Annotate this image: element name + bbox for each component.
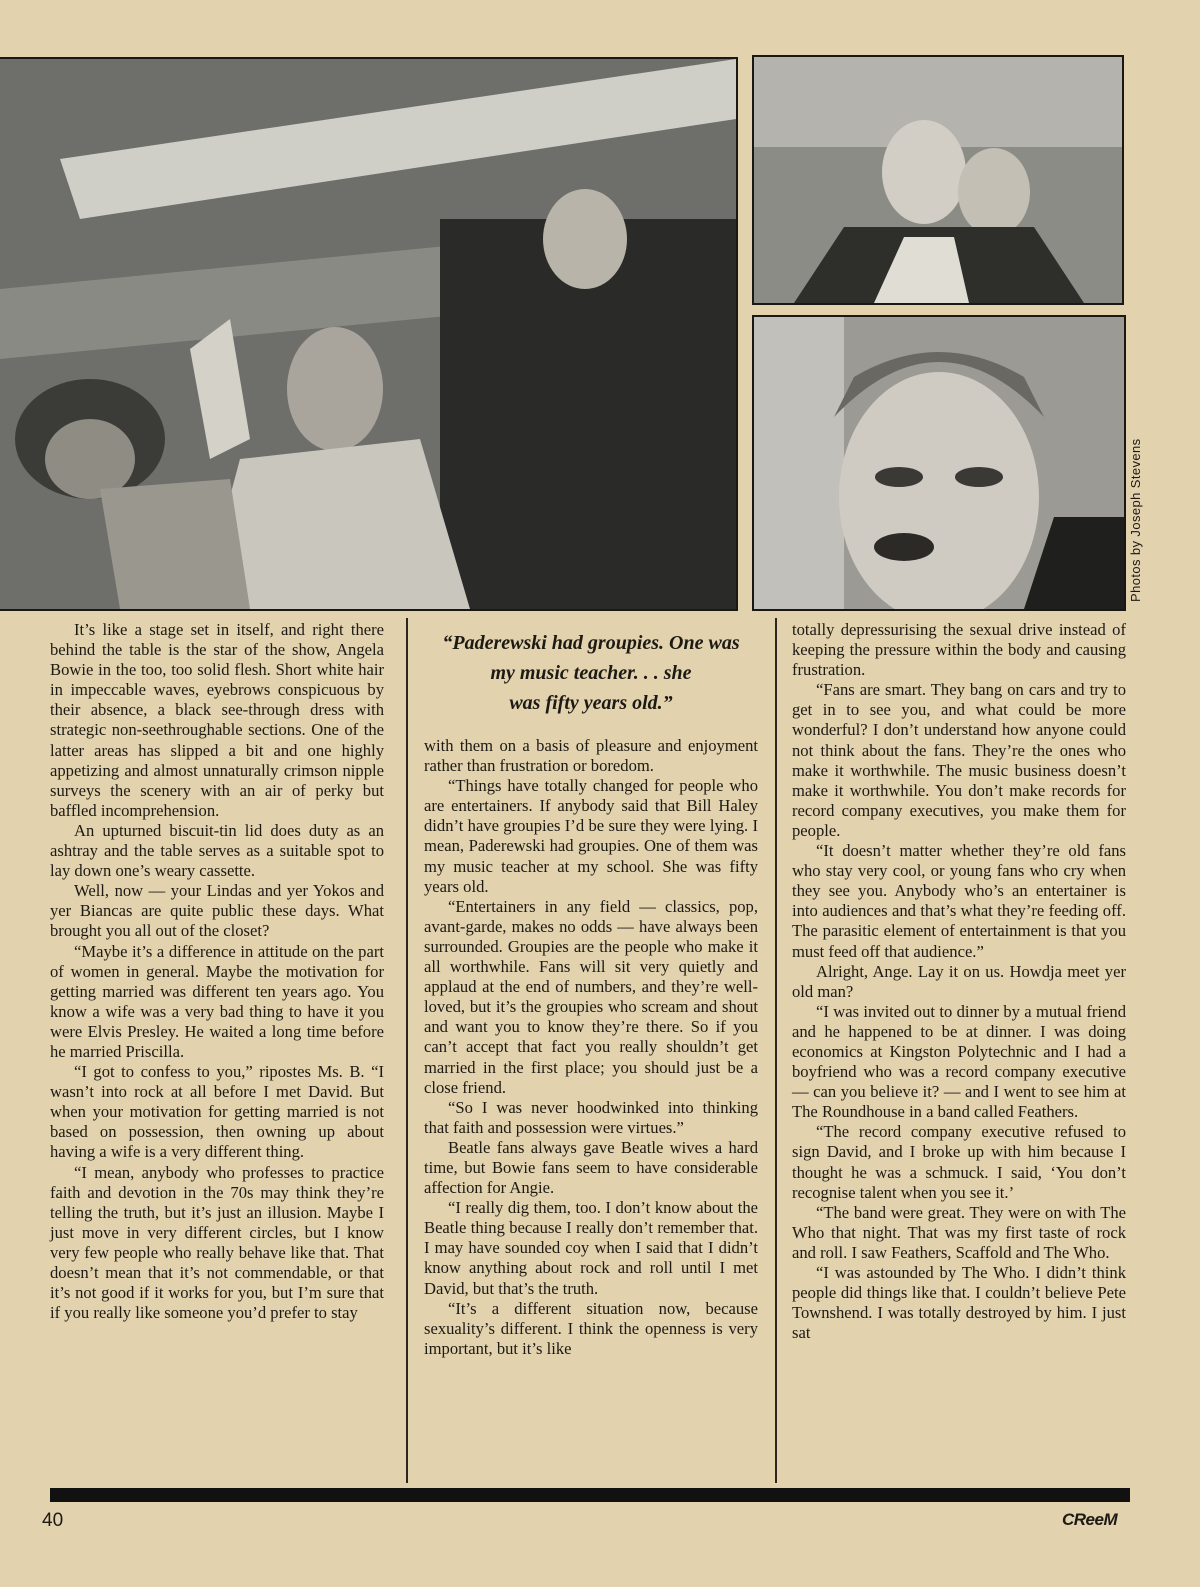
paragraph: “Things have totally changed for people who are entertainers. If anybody said that Bill Haley didn’t have groupies I’d be sure they were lying. I mean, Paderewski had groupies. One of them was my music teacher at my school. She was fifty years old.	[424, 776, 758, 896]
pull-quote	[424, 628, 758, 718]
paragraph: “I really dig them, too. I don’t know about the Beatle thing because I really don’t remember that. I may have sounded coy when I said that I didn’t know anything about rock and roll until I met David, but that’s the truth.	[424, 1198, 758, 1298]
column-rule-1	[406, 618, 408, 1483]
paragraph: “Entertainers in any field — classics, pop, avant-garde, makes no odds — have always been surrounded. Groupies are the people who make it all worthwhile. Fans will sit very quietly and applaud at the end of numbers, and they’re well-loved, but it’s the groupies who scream and shout and want you to know they’re there. So if you can’t accept that fact you really shouldn’t get married in the first place; you should just be a close friend.	[424, 896, 758, 1097]
paragraph: “The record company executive refused to sign David, and I broke up with him because I thought he was a schmuck. I said, ‘You don’t recognise talent when you see it.’	[792, 1122, 1126, 1202]
paragraph: “So I was never hoodwinked into thinking that faith and possession were virtues.”	[424, 1097, 758, 1137]
paragraph: “It’s a different situation now, because sexuality’s different. I think the openness is very important, but it’s like	[424, 1298, 758, 1358]
article-column-1	[50, 620, 384, 1323]
paragraph: Beatle fans always gave Beatle wives a hard time, but Bowie fans seem to have considerable affection for Angie.	[424, 1137, 758, 1198]
paragraph: “I was invited out to dinner by a mutual friend and he happened to be at dinner. I was doing economics at Kingston Polytechnic and I had a boyfriend who was a record company executive — can you believe it? — and I went to see him at The Roundhouse in a band called Feathers.	[792, 1001, 1126, 1122]
paragraph: “Fans are smart. They bang on cars and try to get in to see you, and what could be more wonderful? I don’t understand how anyone could not think about the fans. They’re the ones who make it worthwhile. The music business doesn’t make it worthwhile. You don’t make records for record company executives, you make them for people.	[792, 680, 1126, 840]
paragraph: with them on a basis of pleasure and enjoyment rather than frustration or boredom.	[424, 736, 758, 776]
page-number: 40	[42, 1510, 64, 1531]
paragraph: “I mean, anybody who professes to practice faith and devotion in the 70s may think they’re telling the truth, but it’s just an illusion. Maybe I just move in very different circles, but I know very few people who really behave like that. That doesn’t mean that it’s not commendable, or that it’s not good if it works for you, but I’m sure that if you really like someone you’d prefer to stay	[50, 1162, 384, 1323]
bottom-right-photo-image	[754, 317, 1124, 609]
top-right-photo-image	[754, 57, 1122, 303]
paragraph: Alright, Ange. Lay it on us. Howdja meet yer old man?	[792, 961, 1126, 1001]
paragraph: “The band were great. They were on with The Who that night. That was my first taste of rock and roll. I saw Feathers, Scaffold and The Who.	[792, 1202, 1126, 1262]
bottom-right-photo	[752, 315, 1126, 611]
magazine-logo: CReeM	[1062, 1510, 1118, 1529]
main-photo	[0, 57, 738, 611]
paragraph: “Maybe it’s a difference in attitude on the part of women in general. Maybe the motivation for getting married was different ten years ago. You know a wife was a very bad thing to have it you were Elvis Presley. He waited a long time before he married Priscilla.	[50, 941, 384, 1061]
main-photo-image	[0, 59, 736, 609]
footer-rule	[50, 1488, 1130, 1502]
paragraph: “I got to confess to you,” ripostes Ms. B. “I wasn’t into rock at all before I met David. But when your motivation for getting married is not based on possession, then owning up about having a wife is a very different thing.	[50, 1062, 384, 1162]
column-rule-2	[775, 618, 777, 1483]
paragraph: It’s like a stage set in itself, and right there behind the table is the star of the show, Angela Bowie in the too, too solid flesh. Short white hair in impeccable waves, eyebrows conspicuous by their absence, a black see-through dress with strategic non-seethroughable sections. One of the latter areas has slipped a bit and one highly appetizing and almost unnaturally crimson nipple surveys the scenery with an air of perky but baffled incomprehension.	[50, 620, 384, 820]
pull-quote-line: “Paderewski had groupies. One was	[442, 632, 740, 654]
paragraph: Well, now — your Lindas and yer Yokos and yer Biancas are quite public these days. What brought you all out of the closet?	[50, 881, 384, 941]
photo-credit: Photos by Joseph Stevens	[1128, 438, 1143, 602]
top-right-photo	[752, 55, 1124, 305]
paragraph: An upturned biscuit-tin lid does duty as an ashtray and the table serves as a suitable spot to lay down one’s weary cassette.	[50, 820, 384, 881]
pull-quote-line: was fifty years old.”	[509, 692, 673, 714]
article-column-3	[792, 620, 1126, 1343]
paragraph: totally depressurising the sexual drive instead of keeping the pressure within the body and causing frustration.	[792, 620, 1126, 680]
paragraph: “I was astounded by The Who. I didn’t think people did things like that. I couldn’t believe Pete Townshend. I was totally destroyed by him. I just sat	[792, 1263, 1126, 1343]
article-column-2	[424, 622, 758, 1359]
paragraph: “It doesn’t matter whether they’re old fans who stay very cool, or young fans who cry when they see you. Anybody who’s an entertainer is into audiences and that’s what they’re feeding off. The parasitic element of entertainment is that you must feed off that audience.”	[792, 841, 1126, 961]
pull-quote-line: my music teacher. . . she	[490, 662, 692, 684]
